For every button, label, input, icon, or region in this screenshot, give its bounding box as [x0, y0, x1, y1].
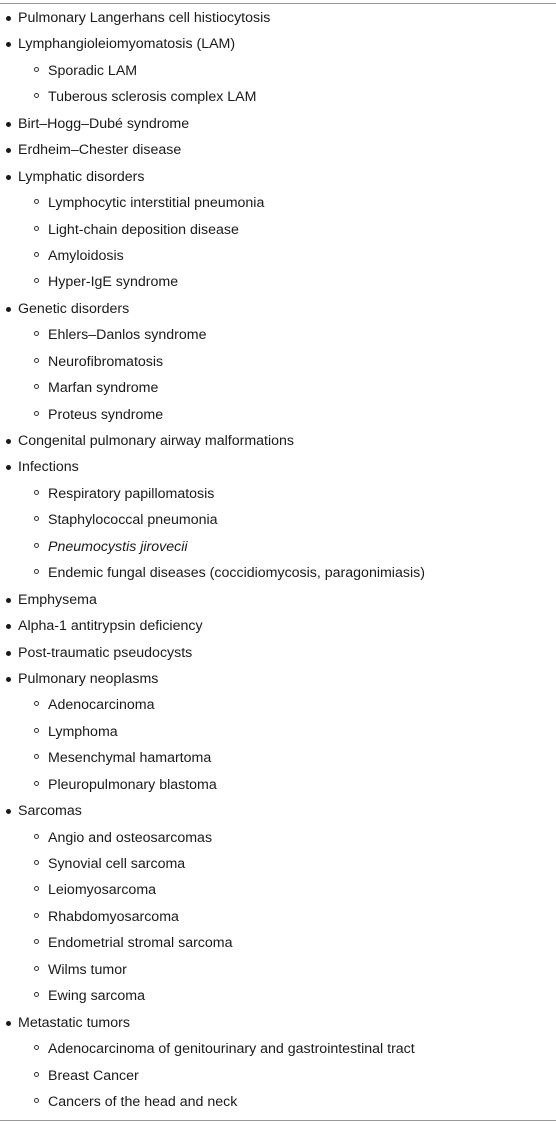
sub-list-item	[0, 538, 556, 564]
sub-list-item	[0, 829, 556, 855]
list-item	[0, 168, 556, 194]
bullet-icon	[6, 465, 11, 470]
list-item-label: Marfan syndrome	[48, 380, 159, 397]
list-item-label: Leiomyosarcoma	[48, 882, 157, 899]
list-item	[0, 591, 556, 617]
sub-list-item	[0, 696, 556, 722]
list-item	[0, 9, 556, 35]
hollow-bullet-icon	[34, 516, 39, 521]
bullet-icon	[6, 148, 11, 153]
bullet-icon	[6, 1021, 11, 1026]
list-item-label: Ehlers–Danlos syndrome	[48, 327, 207, 344]
sub-list-item	[0, 1093, 556, 1119]
list-item-label: Emphysema	[18, 591, 97, 608]
list-item-label: Lymphoma	[48, 723, 118, 740]
sub-list-item	[0, 776, 556, 802]
bullet-icon	[6, 175, 11, 180]
list-item-label: Congenital pulmonary airway malformations	[18, 433, 294, 449]
hollow-bullet-icon	[34, 543, 39, 548]
bullet-icon	[6, 16, 11, 21]
hollow-bullet-icon	[34, 199, 39, 204]
hollow-bullet-icon	[34, 1072, 39, 1077]
sub-list-item	[0, 353, 556, 379]
bullet-icon	[6, 307, 11, 312]
list-item	[0, 644, 556, 670]
hollow-bullet-icon	[34, 278, 39, 283]
hollow-bullet-icon	[34, 860, 39, 865]
sub-list-item	[0, 908, 556, 934]
list-item-label: Staphylococcal pneumonia	[48, 512, 218, 529]
list-item-label: Neurofibromatosis	[48, 353, 164, 370]
hollow-bullet-icon	[34, 67, 39, 72]
list-item-label: Hyper-IgE syndrome	[48, 274, 179, 291]
hollow-bullet-icon	[34, 331, 39, 336]
list-item-label: Erdheim–Chester disease	[18, 142, 182, 159]
list-item-label: Respiratory papillomatosis	[48, 485, 215, 502]
sub-list-item	[0, 564, 556, 590]
sub-list-item	[0, 88, 556, 114]
hollow-bullet-icon	[34, 384, 39, 389]
list-item-label: Light-chain deposition disease	[48, 221, 239, 238]
sub-list-item	[0, 273, 556, 299]
sub-list-item	[0, 406, 556, 432]
list-item	[0, 115, 556, 141]
sub-list-item	[0, 485, 556, 511]
list-item-label: Pneumocystis jirovecii	[48, 538, 188, 555]
list-item-label: Alpha-1 antitrypsin deficiency	[18, 618, 203, 635]
list-item	[0, 432, 556, 458]
list-item-label: Lymphocytic interstitial pneumonia	[48, 195, 265, 212]
hollow-bullet-icon	[34, 252, 39, 257]
list-item-label: Lymphangioleiomyomatosis (LAM)	[18, 36, 236, 53]
hollow-bullet-icon	[34, 834, 39, 839]
sub-list-item	[0, 881, 556, 907]
differential-diagnosis-list	[0, 9, 556, 1119]
list-item-label: Metastatic tumors	[18, 1014, 130, 1031]
hollow-bullet-icon	[34, 754, 39, 759]
list-item-label: Pulmonary neoplasms	[18, 670, 159, 687]
hollow-bullet-icon	[34, 886, 39, 891]
bullet-icon	[6, 809, 11, 814]
table-bottom-rule	[0, 1120, 556, 1121]
list-item-label: Sarcomas	[18, 803, 82, 820]
hollow-bullet-icon	[34, 226, 39, 231]
hollow-bullet-icon	[34, 358, 39, 363]
bullet-icon	[6, 122, 11, 127]
list-item-label: Wilms tumor	[48, 961, 127, 978]
sub-list-item	[0, 987, 556, 1013]
sub-list-item	[0, 62, 556, 88]
sub-list-item	[0, 221, 556, 247]
sub-list-item	[0, 934, 556, 960]
hollow-bullet-icon	[34, 490, 39, 495]
list-item-label: Adenocarcinoma of genitourinary and gastrointestinal tract	[48, 1041, 415, 1058]
sub-list-item	[0, 247, 556, 273]
sub-list-item	[0, 511, 556, 537]
sub-list-item	[0, 1067, 556, 1093]
sub-list-item	[0, 749, 556, 775]
sub-list-item	[0, 326, 556, 352]
hollow-bullet-icon	[34, 913, 39, 918]
list-item-label: Breast Cancer	[48, 1067, 139, 1084]
list-item-label: Rhabdomyosarcoma	[48, 908, 179, 925]
sub-list-item	[0, 379, 556, 405]
hollow-bullet-icon	[34, 728, 39, 733]
list-item-label: Adenocarcinoma	[48, 697, 155, 714]
list-item-label: Infections	[18, 459, 79, 476]
list-item-label: Birt–Hogg–Dubé syndrome	[18, 115, 190, 132]
list-item-label: Mesenchymal hamartoma	[48, 750, 212, 767]
list-item-label: Post-traumatic pseudocysts	[18, 644, 193, 661]
bullet-icon	[6, 677, 11, 682]
hollow-bullet-icon	[34, 1098, 39, 1103]
list-item-label: Cancers of the head and neck	[48, 1093, 238, 1110]
hollow-bullet-icon	[34, 939, 39, 944]
hollow-bullet-icon	[34, 93, 39, 98]
list-item-label: Synovial cell sarcoma	[48, 856, 186, 872]
list-item	[0, 802, 556, 828]
list-item	[0, 300, 556, 326]
table-top-rule	[0, 3, 556, 4]
sub-list-item	[0, 961, 556, 987]
hollow-bullet-icon	[34, 781, 39, 786]
sub-list-item	[0, 194, 556, 220]
hollow-bullet-icon	[34, 1045, 39, 1050]
list-item-label: Genetic disorders	[18, 300, 130, 317]
sub-list-item	[0, 723, 556, 749]
bullet-icon	[6, 624, 11, 629]
hollow-bullet-icon	[34, 992, 39, 997]
list-item-label: Endemic fungal diseases (coccidiomycosis, paragonimiasis)	[48, 565, 425, 582]
sub-list-item	[0, 855, 556, 881]
list-item-label: Angio and osteosarcomas	[48, 829, 213, 846]
list-item	[0, 670, 556, 696]
list-item-label: Pulmonary Langerhans cell histiocytosis	[18, 10, 271, 26]
list-item	[0, 458, 556, 484]
hollow-bullet-icon	[34, 701, 39, 706]
sub-list-item	[0, 1040, 556, 1066]
bullet-icon	[6, 439, 11, 444]
list-item-label: Pleuropulmonary blastoma	[48, 776, 217, 793]
bullet-icon	[6, 42, 11, 47]
list-item	[0, 141, 556, 167]
list-item	[0, 35, 556, 61]
bullet-icon	[6, 651, 11, 656]
list-item-label: Amyloidosis	[48, 247, 124, 264]
list-item-label: Ewing sarcoma	[48, 988, 145, 1005]
hollow-bullet-icon	[34, 966, 39, 971]
list-item-label: Proteus syndrome	[48, 406, 164, 423]
hollow-bullet-icon	[34, 411, 39, 416]
hollow-bullet-icon	[34, 569, 39, 574]
list-item-label: Lymphatic disorders	[18, 168, 145, 185]
list-item-label: Endometrial stromal sarcoma	[48, 935, 233, 952]
list-item	[0, 617, 556, 643]
list-item-label: Tuberous sclerosis complex LAM	[48, 89, 257, 106]
list-item	[0, 1014, 556, 1040]
bullet-icon	[6, 598, 11, 603]
list-item-label: Sporadic LAM	[48, 62, 138, 79]
